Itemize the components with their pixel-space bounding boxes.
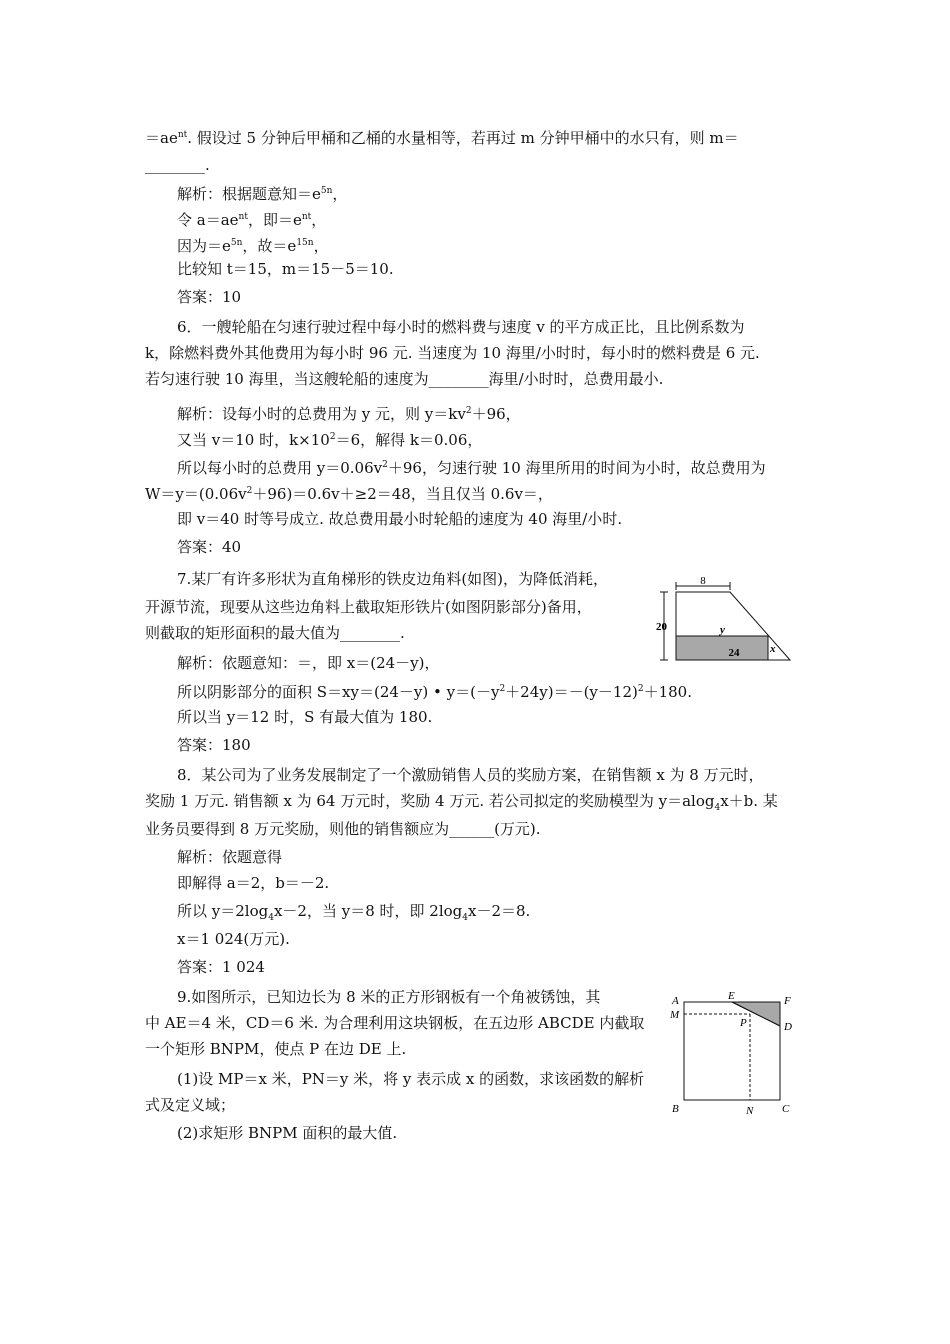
q9-label-P: P xyxy=(740,1017,747,1029)
q5-solution-4: 比较知 t＝15，m＝15－5＝10. xyxy=(177,260,394,278)
q6-solution-5: 即 v＝40 时等号成立. 故总费用最小时轮船的速度为 40 海里/小时. xyxy=(177,510,623,528)
q8-solution-4: x＝1 024(万元). xyxy=(177,930,290,948)
q8-solution-1: 解析：依题意得 xyxy=(177,848,283,866)
q7-line1: 7.某厂有许多形状为直角梯形的铁皮边角料(如图)，为降低消耗， xyxy=(177,570,609,588)
q9-line6: (2)求矩形 BNPM 面积的最大值. xyxy=(177,1124,398,1142)
q5-solution-1: 解析：根据题意知$=e^{5n}$， xyxy=(177,185,348,203)
q7-solution-2: 所以阴影部分的面积 S＝xy＝(24－y) • $y=(-y^2+24y)=-(y-12)^2+180$. xyxy=(177,683,692,701)
q8-solution-3: 所以 $y=2\log_4x-2$，当 y＝8 时，即 $2\log_4x-2=8$. xyxy=(177,902,531,923)
q7-trapezoid-figure xyxy=(654,574,800,666)
q8-line2: 奖励 1 万元. 销售额 x 为 64 万元时，奖励 4 万元. 若公司拟定的奖励模型为 y＝alog$_4$x＋b. 某 xyxy=(145,792,778,813)
q5-answer: 答案：10 xyxy=(177,288,242,306)
q9-line2: 中 AE＝4 米，CD＝6 米. 为合理利用这块钢板，在五边形 ABCDE 内截取 xyxy=(145,1014,645,1032)
q9-square-figure xyxy=(664,990,800,1120)
q5-line1-sup: nt xyxy=(177,130,188,140)
q6-solution-1: 解析：设每小时的总费用为 y 元，则 $y=kv^2+96$， xyxy=(177,405,521,423)
q5-line1-start: ＝ae xyxy=(145,129,178,147)
q8-line1: 8．某公司为了业务发展制定了一个激励销售人员的奖励方案，在销售额 x 为 8 万元时， xyxy=(177,766,764,784)
q9-line4: (1)设 MP＝x 米，PN＝y 米，将 y 表示成 x 的函数，求该函数的解析 xyxy=(177,1070,645,1088)
q7-answer: 答案：180 xyxy=(177,736,251,754)
q9-label-D: D xyxy=(784,1021,792,1033)
q9-line3: 一个矩形 BNPM，使点 P 在边 DE 上. xyxy=(145,1040,407,1058)
q6-line2: k，除燃料费外其他费用为每小时 96 元. 当速度为 10 海里/小时时，每小时的燃料费是 6 元. xyxy=(145,344,760,362)
q6-solution-4: $W=y=(0.06v^2+96)=0.6v+\ge 2=48$，当且仅当 0.6v＝， xyxy=(145,485,553,503)
q7-x-label: x xyxy=(770,643,776,655)
q7-top-label: 8 xyxy=(700,575,706,587)
q7-y-label: y xyxy=(720,624,725,636)
q9-label-M: M xyxy=(670,1009,680,1021)
q7-bottom-label: 24 xyxy=(728,647,740,659)
q7-line2: 开源节流，现要从这些边角料上截取矩形铁片(如图阴影部分)备用， xyxy=(145,598,592,616)
q8-answer: 答案：1 024 xyxy=(177,958,265,976)
q7-left-label: 20 xyxy=(656,621,667,633)
q6-line3: 若匀速行驶 10 海里，当这艘轮船的速度为________海里/小时时，总费用最小. xyxy=(145,370,664,388)
q7-solution-3: 所以当 y＝12 时，S 有最大值为 180. xyxy=(177,708,433,726)
q9-label-E: E xyxy=(728,990,735,1002)
q6-line1: 6．一艘轮船在匀速行驶过程中每小时的燃料费与速度 v 的平方成正比，且比例系数为 xyxy=(177,318,745,336)
q9-line1: 9.如图所示，已知边长为 8 米的正方形钢板有一个角被锈蚀，其 xyxy=(177,988,601,1006)
q8-solution-2: 即解得 a＝2，b＝－2. xyxy=(177,874,330,892)
q5-line1-rest: . 假设过 5 分钟后甲桶和乙桶的水量相等，若再过 m 分钟甲桶中的水只有，则 m＝ xyxy=(187,129,739,147)
q9-line5: 式及定义域； xyxy=(145,1096,236,1114)
q6-solution-2: 又当 v＝10 时，$k\times 10^2=6$，解得 k＝0.06， xyxy=(177,431,483,449)
q9-label-C: C xyxy=(782,1103,790,1115)
q9-label-F: F xyxy=(784,995,791,1007)
q7-solution-1: 解析：依题意知：＝，即 x＝(24－y)， xyxy=(177,654,440,672)
q8-line3: 业务员要得到 8 万元奖励，则他的销售额应为______(万元). xyxy=(145,820,541,838)
q7-shaded-rectangle xyxy=(676,636,768,660)
q5-line1 xyxy=(145,124,739,149)
q5-blank: ________. xyxy=(145,156,210,174)
q5-solution-3: 因为$=e^{5n}$，故$=e^{15n}$， xyxy=(177,237,329,255)
q9-label-N: N xyxy=(746,1105,754,1117)
q9-label-A: A xyxy=(672,995,679,1007)
q6-solution-3: 所以每小时的总费用 $y=0.06v^2+96$，匀速行驶 10 海里所用的时间为小时，故总费用为 xyxy=(177,459,766,477)
q7-line3: 则截取的矩形面积的最大值为________. xyxy=(145,624,405,642)
q9-label-B: B xyxy=(672,1103,679,1115)
q5-solution-2: 令 $a=ae^{nt}$，即$=e^{nt}$， xyxy=(177,211,327,229)
q6-answer: 答案：40 xyxy=(177,538,242,556)
